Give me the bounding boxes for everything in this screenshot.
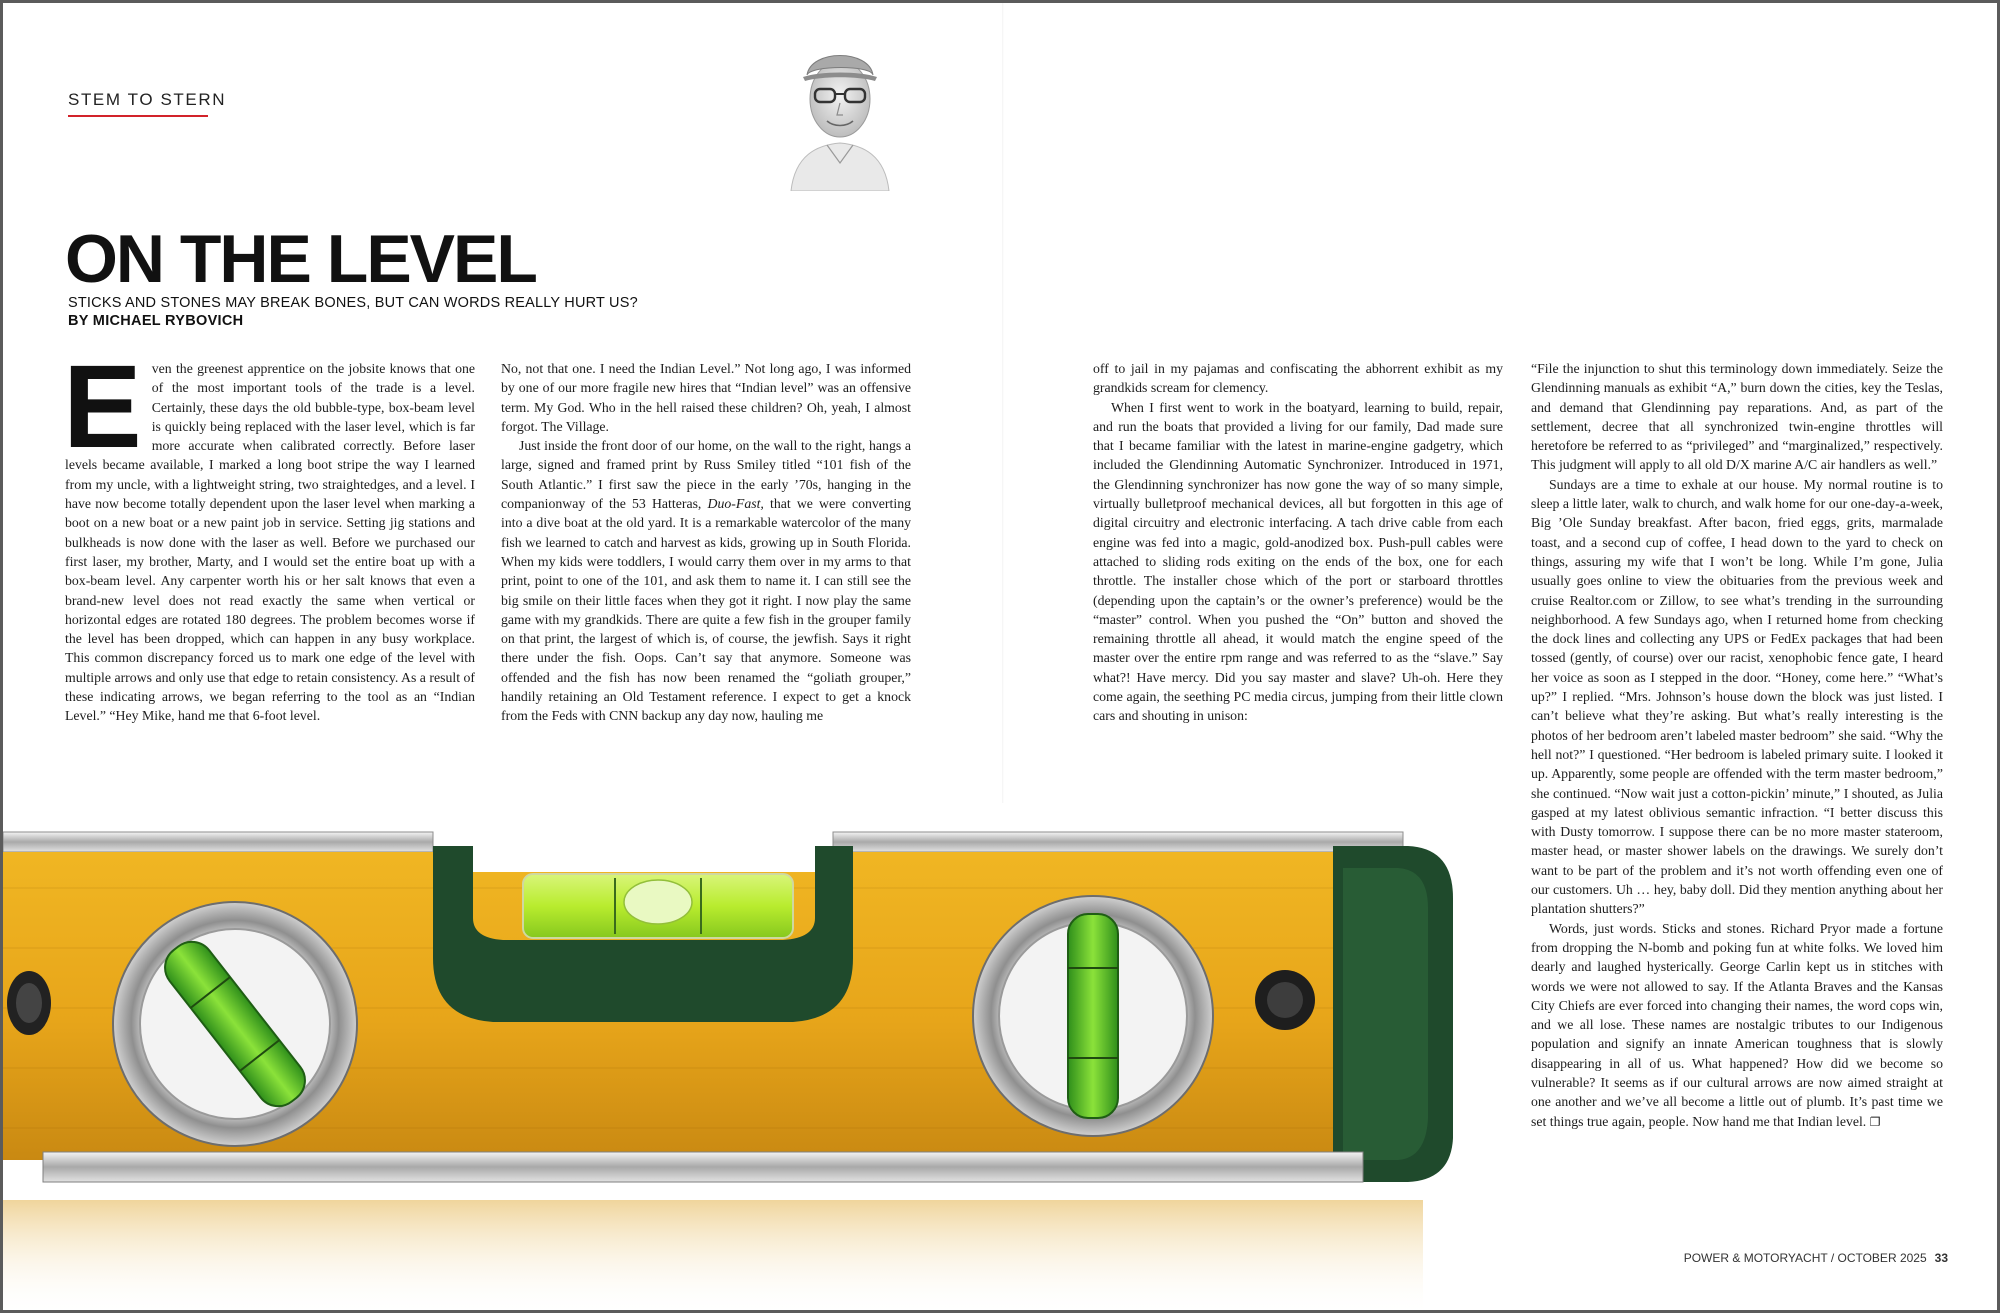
paragraph (1531, 919, 1943, 1132)
section-rule (68, 115, 208, 117)
paragraph-text: Words, just words. Sticks and stones. Richard Pryor made a fortune from dropping the N-bomb and poking fun at white folks. We loved him dearly and laughed hysterically. George Carlin kept us in stitches with words we were not allowed to say. If the Atlanta Braves and the Kansas City Chiefs are ever forced into changing their names, the word cops win, and we all lose. These names are nostalgic tributes to our Indigenous population and signify an innate American toughness that is slowly disappearing in all of us. What happened? How did we become so vulnerable? It seems as if our cultural arrows are now aimed straight at one another and we’ve all become a little out of plumb. It’s past time we set things true again, people. Now hand me that Indian level. (1531, 920, 1943, 1129)
headline: ON THE LEVEL (65, 221, 536, 297)
body-column-3 (1093, 359, 1503, 726)
page-number: 33 (1934, 1251, 1948, 1265)
boat-name: Duo-Fast, (707, 496, 764, 512)
paragraph: off to jail in my pajamas and confiscating the abhorrent exhibit as my grandkids scream for clemency. (1093, 361, 1503, 396)
paragraph-text: ven the greenest apprentice on the jobsite knows that one of the most important tools of the trade is a level. Certainly, these days the old bubble-type, box-beam level is quickly being replaced with the laser level, which is far more accurate when calibrated correctly. Before laser levels became available, I marked a long boot stripe the way I learned from my uncle, with a lightweight string, two straightedges, and a level. I have now become totally dependent upon the laser level when marking a boot on a new boat or a new paint job in service. Setting jig stations and bulkheads is now done with the laser as well. Before we purchased our first laser, my brother, Marty, and I would set the entire boat up with a box-beam level. Any carpenter worth his or her salt knows that even a brand-new level does not read exactly the same when vertical or horizontal edges are rotated 180 degrees. The problem becomes worse if the level has been dropped, which can happen in any busy workplace. This common discrepancy forced us to mark one edge of the level with multiple arrows and only use that edge to retain consistency. As a result of these indicating arrows, we began referring to the tool as an “Indian Level.” “Hey Mike, hand me that 6-foot level. (65, 361, 475, 724)
body-column-4 (1531, 359, 1943, 1132)
drop-cap: E (63, 341, 142, 473)
body-column-2 (501, 359, 911, 726)
paragraph-text: Just inside the front door of our home, on the wall to the right, hangs a large, signed and framed print by Russ Smiley titled “101 fish of the South Atlantic.” I first saw the piece in the early ’70s, hanging in the companionway of the 53 Hatteras, (501, 438, 911, 512)
paragraph (63, 341, 475, 726)
paragraph (501, 436, 911, 725)
paragraph: When I first went to work in the boatyard, learning to build, repair, and run the boats that provided a living for our family, Dad made sure that I became familiar with the latest in marine-engine gadgetry, which included the Glendinning Automatic Synchronizer. Introduced in 1971, the Glendinning synchronizer has now gone the way of so many simple, virtually bulletproof mechanical devices, all but forgotten in this age of digital circuitry and electronic interfacing. A tach drive cable from each engine was fed into a magic, gold-anodized box. Push-pull cables were attached to sliding rods exiting on the ends of the box, one for each throttle. The installer chose which of the port or starboard throttles (depending upon the captain’s or the owner’s preference) would be the “master” control. When you pushed the “On” button and shoved the remaining throttle all ahead, it would match the engine speed of the master over the entire rpm range and was referred to as the “slave.” Say what?! Have mercy. Did you say master and slave? Uh-oh. Here they come again, the seething PC media circus, jumping from their little clown cars and shouting in unison: (1093, 399, 1503, 724)
paragraph: Sundays are a time to exhale at our house. My normal routine is to sleep a little later, walk to church, and walk home for our one-day-a-week, Big ’Ole Sunday breakfast. After bacon, fried eggs, grits, marmalade toast, and a second cup of coffee, I head down to the yard to check on things, assuring my wife that I won’t be long. While I’m gone, Julia usually goes online to view the obituaries from the previous week and cruise Realtor.com or Zillow, to see what’s trending in the surrounding neighborhood. A few Sundays ago, when I returned home from checking the dock lines and collecting any UPS or FedEx packages that had been tossed (gently, of course) over our racist, xenophobic fence gate, I heard her voice as soon as I stepped in the door. “Honey, come here.” “What’s up?” I replied. “Mrs. Johnson’s house down the block was just listed. I can’t believe what they’re asking. But what’s really interesting is the photos of her bedroom aren’t labeled master bedroom” she said. “Why the hell not?” I questioned. “Her bedroom is labeled primary suite. I looked it up. Apparently, some people are offended with the term master bedroom,” she continued. “Now wait just a cotton-pickin’ minute,” I shouted, as Julia gasped at my latest oblivious semantic infraction. “I better discuss this with Dusty tomorrow. I suppose there can be no more master stateroom, master head, or master shower labels on the drawings. We surely don’t want to be part of the problem and it’s not worth offending even one of our customers. Uh … hey, baby doll. Did they mention anything about her plantation shutters?” (1531, 476, 1943, 917)
byline: BY MICHAEL RYBOVICH (68, 313, 244, 329)
section-label: STEM TO STERN (68, 90, 227, 109)
spirit-level-photo (3, 808, 1463, 1313)
deck: STICKS AND STONES MAY BREAK BONES, BUT CAN WORDS REALLY HURT US? (68, 295, 638, 311)
paragraph-text: that we were converting into a dive boat at the old yard. It is a remarkable watercolor of the many fish we learned to catch and harvest as kids, growing up in South Florida. When my kids were toddlers, I would carry them over in my arms to that print, point to one of the 101, and ask them to name it. I can still see the big smile on their little faces when they got it right. I now play the same game with my grandkids. There are quite a few fish in the grouper family on that print, the largest of which is, of course, the jewfish. Says it right there under the fish. Oops. Can’t say that anymore. Someone was offended and the fish has now been renamed the “goliath grouper,” handily retaining an Old Testament reference. I expect to get a knock from the Feds with CNN backup any day now, hauling me (501, 496, 911, 724)
paragraph: “File the injunction to shut this terminology down immediately. Seize the Glendinning manuals as exhibit “A,” burn down the cities, key the Teslas, and demand that Glendinning pay reparations. And, as part of the settlement, decree that all synchronized twin-engine throttles will heretofore be referred to as “privileged” and “marginalized,” respectively. This judgment will apply to all old D/X marine A/C air handlers as well.” (1531, 361, 1943, 473)
folio-publication: POWER & MOTORYACHT / OCTOBER 2025 (1683, 1251, 1927, 1265)
end-mark: ❐ (1869, 1114, 1881, 1129)
body-column-1 (63, 341, 475, 726)
paragraph: No, not that one. I need the Indian Level.” Not long ago, I was informed by one of our more fragile new hires that “Indian level” was an offensive term. My God. Who in the hell raised these children? Oh, yeah, I almost forgot. The Village. (501, 361, 911, 434)
folio (1684, 1251, 1948, 1265)
author-portrait (781, 23, 899, 191)
